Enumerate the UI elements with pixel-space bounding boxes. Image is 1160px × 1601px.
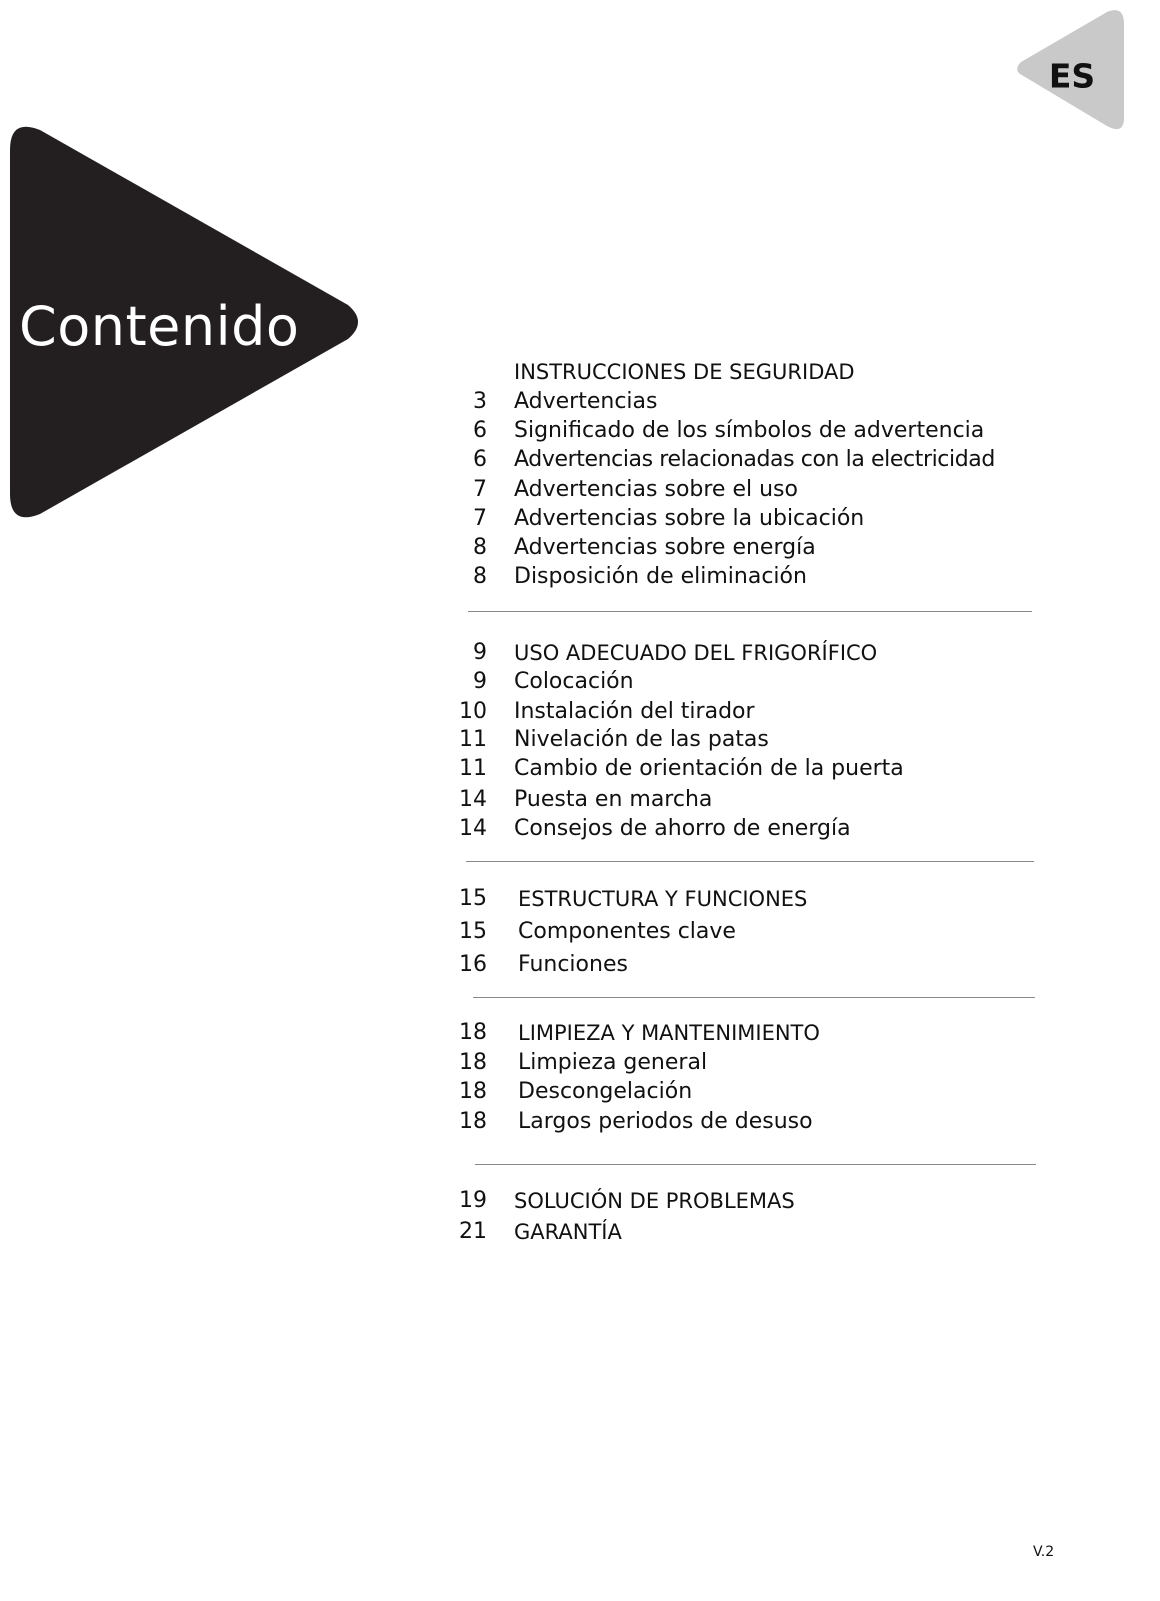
toc-entry-label: Disposición de eliminación [514,564,807,589]
toc-page-number: 19 [459,1188,487,1213]
toc-page-number: 6 [473,447,487,472]
section-divider [468,611,1032,612]
section-divider [473,997,1035,998]
toc-entry-label: Colocación [514,669,634,694]
toc-heading-label: INSTRUCCIONES DE SEGURIDAD [514,360,855,384]
toc-page-number: 11 [459,756,487,781]
toc-page-number: 9 [473,669,487,694]
toc-page-number: 6 [473,418,487,443]
toc-heading-label: SOLUCIÓN DE PROBLEMAS [514,1189,795,1213]
toc-page-number: 11 [459,727,487,752]
toc-entry-label: Largos periodos de desuso [518,1109,813,1134]
toc-entry-label: Descongelación [518,1079,693,1104]
toc-entry-label: Significado de los símbolos de advertencia [514,418,985,443]
toc-page-number: 8 [473,535,487,560]
version-label: V.2 [1033,1544,1055,1560]
toc-page-number: 21 [459,1219,487,1244]
toc-page-number: 3 [473,389,487,414]
toc-page-number: 18 [459,1079,487,1104]
toc-entry-label: Cambio de orientación de la puerta [514,756,904,781]
toc-page-number: 10 [459,699,487,724]
toc-entry-label: Advertencias [514,389,658,414]
toc-page-number: 15 [459,919,487,944]
toc-page-number: 8 [473,564,487,589]
toc-entry-label: Consejos de ahorro de energía [514,816,851,841]
toc-page-number: 18 [459,1109,487,1134]
toc-heading-label: GARANTÍA [514,1220,622,1244]
toc-entry-label: Instalación del tirador [514,699,755,724]
toc-entry-label: Nivelación de las patas [514,727,769,752]
toc-heading-label: ESTRUCTURA Y FUNCIONES [518,887,808,911]
toc-entry-label: Funciones [518,952,628,977]
toc-entry-label: Advertencias relacionadas con la electricidad [514,447,995,472]
toc-page-number: 9 [473,640,487,665]
page-title: Contenido [19,295,300,358]
toc-entry-label: Advertencias sobre energía [514,535,816,560]
toc-page-number: 15 [459,886,487,911]
language-badge-label: ES [1048,56,1096,96]
toc-page-number: 18 [459,1050,487,1075]
toc-entry-label: Puesta en marcha [514,787,713,812]
toc-heading-label: USO ADECUADO DEL FRIGORÍFICO [514,641,878,665]
toc-page-number: 16 [459,952,487,977]
toc-page-number: 18 [459,1020,487,1045]
toc-entry-label: Componentes clave [518,919,736,944]
toc-entry-label: Limpieza general [518,1050,708,1075]
toc-entry-label: Advertencias sobre el uso [514,477,798,502]
toc-entry-label: Advertencias sobre la ubicación [514,506,865,531]
toc-page-number: 7 [473,506,487,531]
toc-heading-label: LIMPIEZA Y MANTENIMIENTO [518,1021,820,1045]
toc-page-number: 14 [459,816,487,841]
toc-page-number: 14 [459,787,487,812]
section-divider [475,1164,1036,1165]
section-divider [466,861,1034,862]
toc-page-number: 7 [473,477,487,502]
